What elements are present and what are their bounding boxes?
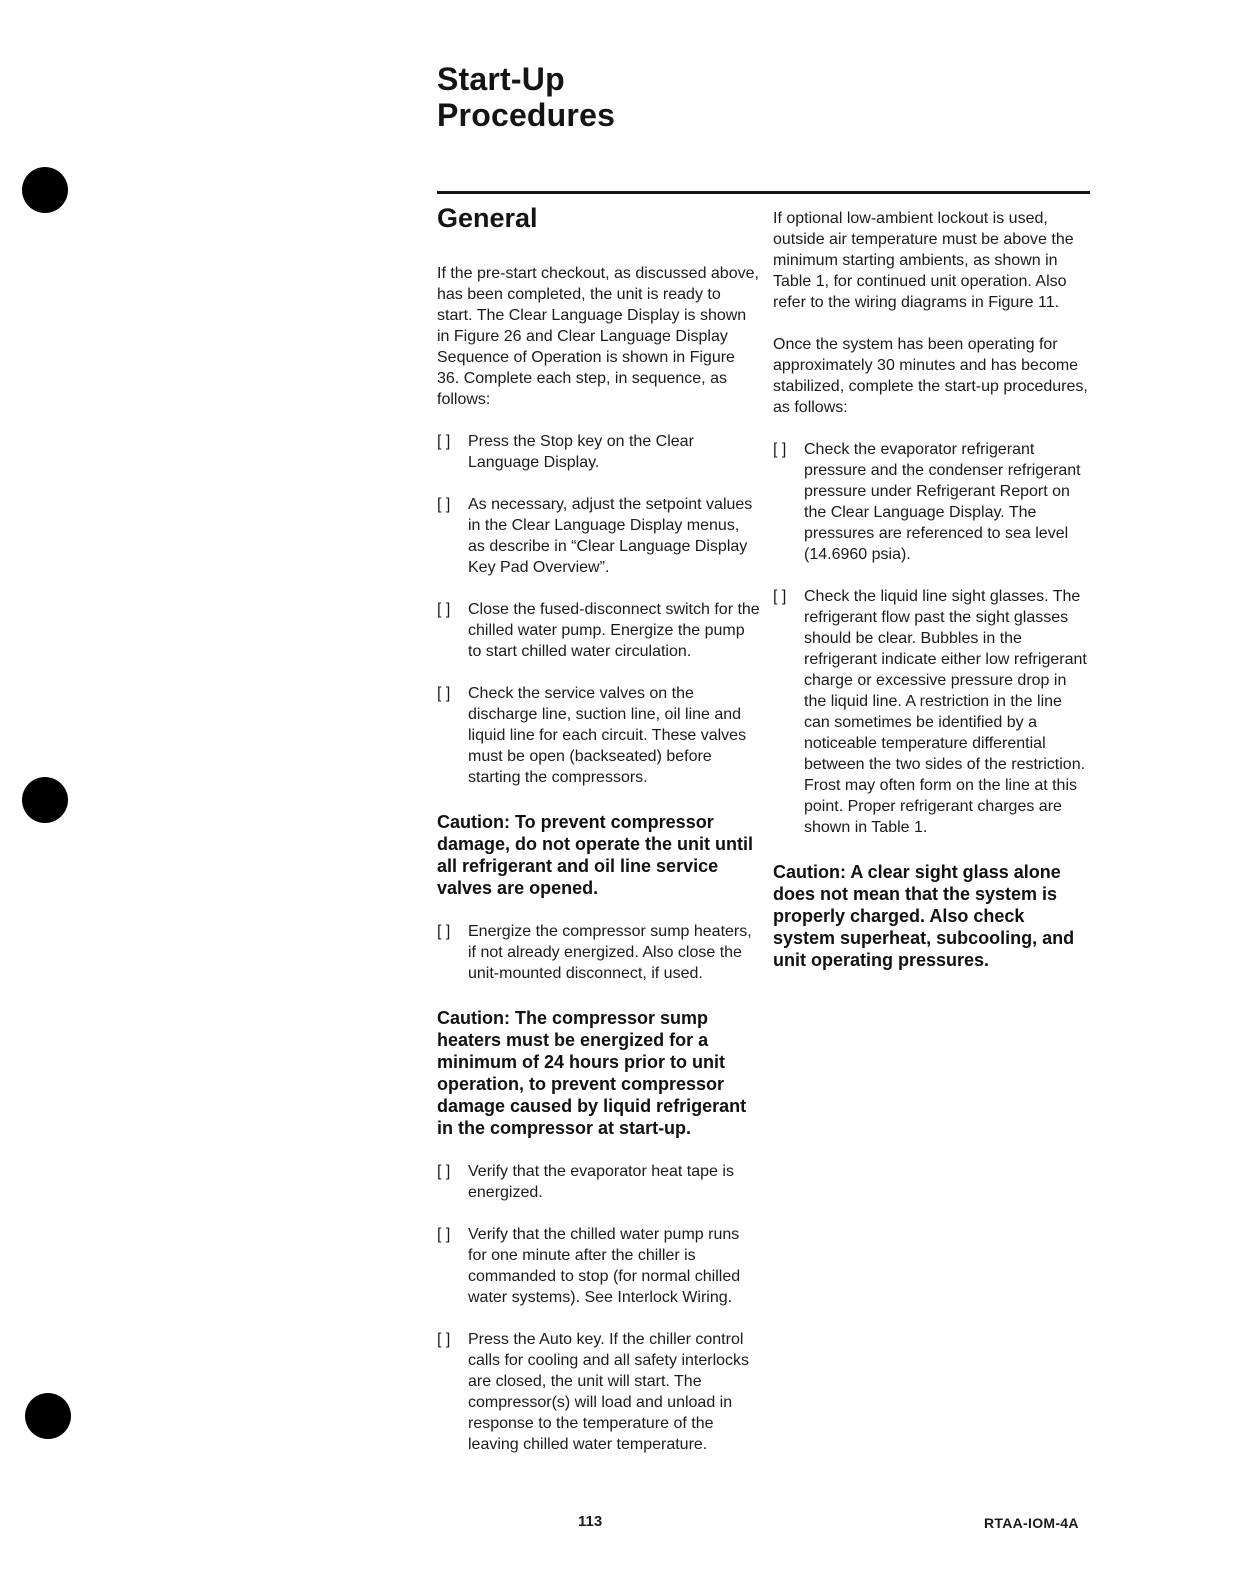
checkbox-placeholder: [ ] <box>773 587 787 605</box>
checklist-item <box>437 921 760 984</box>
checklist-item-text: Check the liquid line sight glasses. The refrigerant flow past the sight glasses should be clear. Bubbles in the refrigerant indicate either low refrigerant charge or excessive pressure drop in the liquid line. A restriction in the line can sometimes be identified by a noticeable temperature differential between the two sides of the restriction. Frost may often form on the line at this point. Proper refrigerant charges are shown in Table 1. <box>804 587 1087 836</box>
caution-note-sump-heaters: Caution: The compressor sump heaters must be energized for a minimum of 24 hours prior to unit operation, to prevent compressor damage caused by liquid refrigerant in the compressor at start-up. <box>437 1007 747 1138</box>
checklist-item-text: Press the Stop key on the Clear Language Display. <box>468 432 694 471</box>
page-title-line1: Start-Up <box>437 61 565 97</box>
checkbox-placeholder: [ ] <box>437 495 451 513</box>
punch-hole-middle <box>22 777 68 823</box>
punch-hole-top <box>22 167 68 213</box>
checkbox-placeholder: [ ] <box>437 1225 451 1243</box>
caution-note-service-valves: Caution: To prevent compressor damage, do not operate the unit until all refrigerant and oil line service valves are opened. <box>437 811 754 898</box>
checklist-item <box>437 683 760 788</box>
doc-code: RTAA-IOM-4A <box>984 1515 1079 1531</box>
left-column <box>437 202 760 1476</box>
checklist-item <box>437 1161 760 1203</box>
right-column <box>773 208 1090 1476</box>
checklist-item-text: As necessary, adjust the setpoint values in the Clear Language Display menus, as describe in “Clear Language Display Key Pad Overview”. <box>468 495 753 576</box>
checklist-item <box>437 599 760 662</box>
checklist-item-text: Energize the compressor sump heaters, if not already energized. Also close the unit-mounted disconnect, if used. <box>468 922 752 982</box>
checklist-item <box>773 586 1090 838</box>
stabilized-paragraph: Once the system has been operating for approximately 30 minutes and has become stabilized, complete the start-up procedures, as follows: <box>773 335 1088 416</box>
checklist-item-text: Close the fused-disconnect switch for the chilled water pump. Energize the pump to start chilled water circulation. <box>468 600 760 660</box>
checklist-item-text: Press the Auto key. If the chiller control calls for cooling and all safety interlocks are closed, the unit will start. The compressor(s) will load and unload in response to the temperature of the leaving chilled water temperature. <box>468 1330 750 1453</box>
checklist-item-text: Check the service valves on the discharge line, suction line, oil line and liquid line for each circuit. These valves must be open (backseated) before starting the compressors. <box>468 684 747 786</box>
low-ambient-paragraph: If optional low-ambient lockout is used, outside air temperature must be above the minimum starting ambients, as shown in Table 1, for continued unit operation. Also refer to the wiring diagrams in Figure 11. <box>773 209 1074 311</box>
page-number: 113 <box>578 1513 603 1530</box>
section-heading-general: General <box>437 202 538 233</box>
checkbox-placeholder: [ ] <box>437 432 451 450</box>
page-content <box>437 62 1090 1476</box>
checklist-item <box>437 1224 760 1308</box>
checklist-item-text: Check the evaporator refrigerant pressure and the condenser refrigerant pressure under Refrigerant Report on the Clear Language Display. The pressures are referenced to sea level (14.6960 psia). <box>804 440 1081 563</box>
page-title-line2: Procedures <box>437 96 616 133</box>
punch-hole-bottom <box>25 1393 71 1439</box>
checkbox-placeholder: [ ] <box>437 600 451 618</box>
checklist-item <box>437 431 760 473</box>
checklist-item-text: Verify that the chilled water pump runs for one minute after the chiller is commanded to stop (for normal chilled water systems). See Interlock Wiring. <box>468 1225 741 1306</box>
checklist-item <box>773 439 1090 565</box>
checkbox-placeholder: [ ] <box>437 684 451 702</box>
checkbox-placeholder: [ ] <box>437 1162 451 1180</box>
checkbox-placeholder: [ ] <box>773 440 787 458</box>
checkbox-placeholder: [ ] <box>437 1330 451 1348</box>
checklist-item <box>437 494 760 578</box>
page-title <box>437 62 1090 134</box>
section-divider <box>437 191 1090 194</box>
intro-paragraph: If the pre-start checkout, as discussed above, has been completed, the unit is ready to start. The Clear Language Display is shown in Figure 26 and Clear Language Display Sequence of Operation is shown in Figure 36. Complete each step, in sequence, as follows: <box>437 264 759 408</box>
checklist-item-text: Verify that the evaporator heat tape is energized. <box>468 1162 734 1201</box>
caution-note-sight-glass: Caution: A clear sight glass alone does not mean that the system is properly charged. Also check system superheat, subcooling, and unit operating pressures. <box>773 861 1075 970</box>
checklist-item <box>437 1329 760 1455</box>
checkbox-placeholder: [ ] <box>437 922 451 940</box>
two-column-layout <box>437 202 1090 1476</box>
